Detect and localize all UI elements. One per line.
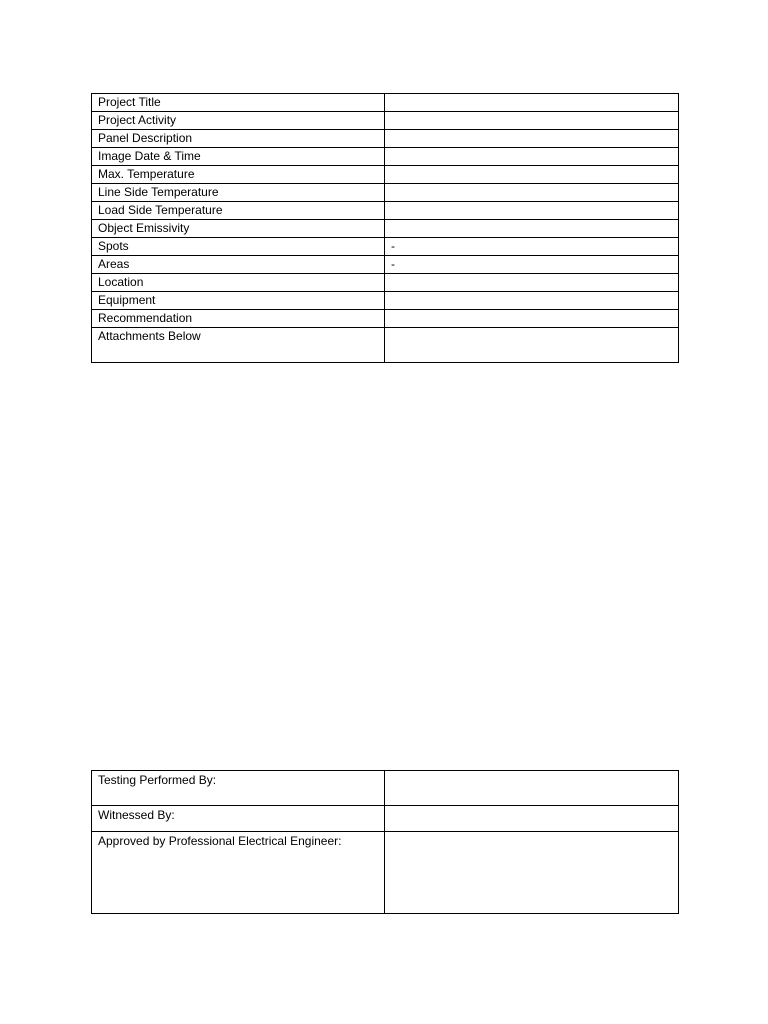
label-project-activity: Project Activity [92,112,385,130]
row-attachments-below [92,328,679,363]
label-object-emissivity: Object Emissivity [92,220,385,238]
label-location: Location [92,274,385,292]
value-testing-performed-by[interactable] [385,771,679,806]
signoff-table [91,770,679,914]
value-line-side-temperature[interactable] [385,184,679,202]
value-object-emissivity[interactable] [385,220,679,238]
value-witnessed-by[interactable] [385,806,679,832]
label-approved-by-engineer: Approved by Professional Electrical Engineer: [92,832,385,914]
value-spots[interactable]: - [385,238,679,256]
value-max-temperature[interactable] [385,166,679,184]
label-max-temperature: Max. Temperature [92,166,385,184]
label-equipment: Equipment [92,292,385,310]
row-image-date-time [92,148,679,166]
value-project-activity[interactable] [385,112,679,130]
row-project-activity [92,112,679,130]
row-object-emissivity [92,220,679,238]
value-project-title[interactable] [385,94,679,112]
value-areas[interactable]: - [385,256,679,274]
row-approved-by-engineer [92,832,679,914]
label-witnessed-by: Witnessed By: [92,806,385,832]
row-load-side-temperature [92,202,679,220]
label-image-date-time: Image Date & Time [92,148,385,166]
value-image-date-time[interactable] [385,148,679,166]
value-approved-by-engineer[interactable] [385,832,679,914]
row-testing-performed-by [92,771,679,806]
label-recommendation: Recommendation [92,310,385,328]
label-line-side-temperature: Line Side Temperature [92,184,385,202]
row-project-title [92,94,679,112]
row-location [92,274,679,292]
row-equipment [92,292,679,310]
row-panel-description [92,130,679,148]
row-spots [92,238,679,256]
label-attachments-below: Attachments Below [92,328,385,363]
row-areas [92,256,679,274]
row-recommendation [92,310,679,328]
label-project-title: Project Title [92,94,385,112]
label-spots: Spots [92,238,385,256]
report-details-table [91,93,679,363]
row-witnessed-by [92,806,679,832]
value-attachments-below[interactable] [385,328,679,363]
value-panel-description[interactable] [385,130,679,148]
label-areas: Areas [92,256,385,274]
row-line-side-temperature [92,184,679,202]
value-recommendation[interactable] [385,310,679,328]
label-testing-performed-by: Testing Performed By: [92,771,385,806]
row-max-temperature [92,166,679,184]
label-load-side-temperature: Load Side Temperature [92,202,385,220]
label-panel-description: Panel Description [92,130,385,148]
value-load-side-temperature[interactable] [385,202,679,220]
value-location[interactable] [385,274,679,292]
value-equipment[interactable] [385,292,679,310]
